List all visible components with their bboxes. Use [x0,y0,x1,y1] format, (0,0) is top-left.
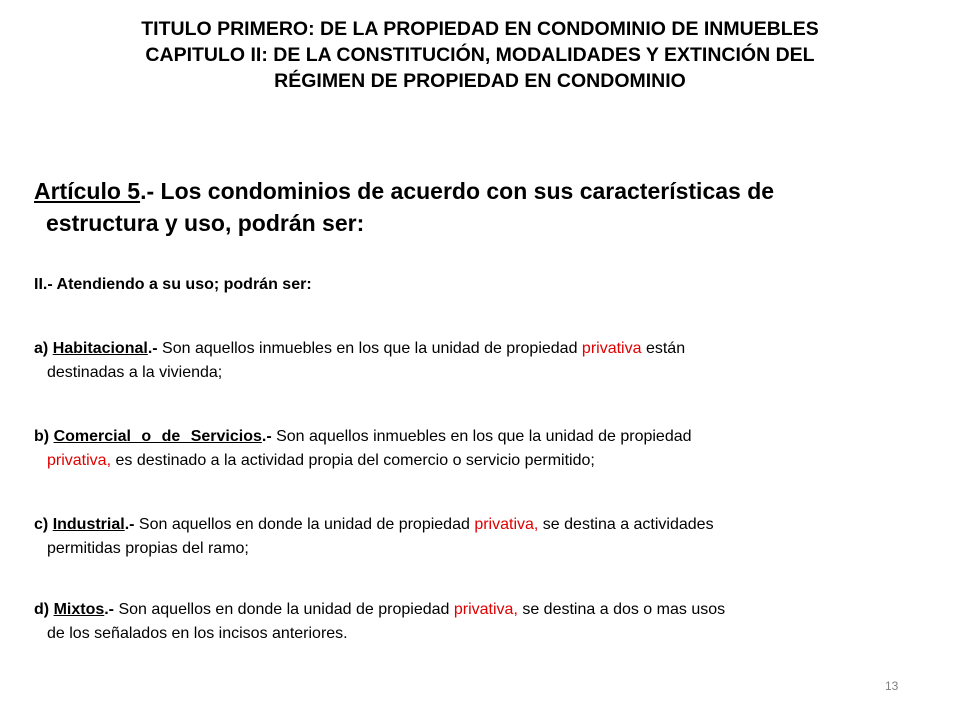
title-line-3: RÉGIMEN DE PROPIEDAD EN CONDOMINIO [274,70,686,92]
item-text-a: Son aquellos inmuebles en los que la unidad de propiedad [271,428,692,445]
item-line-2 [34,449,922,473]
list-item-comercial [34,425,922,473]
item-highlight: privativa, [474,516,539,533]
title-line-2: CAPITULO II: DE LA CONSTITUCIÓN, MODALIDADES Y EXTINCIÓN DEL [145,44,815,66]
item-term: Mixtos [53,601,105,618]
item-text-a: Son aquellos inmuebles en los que la unidad de propiedad [157,340,582,357]
item-term: Comercial o de Servicios [53,428,262,445]
item-text-b: están [641,340,686,357]
item-text-b: es destinado a la actividad propia del comercio o servicio permitido; [111,452,595,469]
subheading: II.- Atendiendo a su uso; podrán ser: [34,276,312,293]
item-text-a: Son aquellos en donde la unidad de propiedad [134,516,475,533]
article-text-2: estructura y uso, podrán ser: [46,210,365,236]
list-item-habitacional [34,337,922,385]
article-label: Artículo 5 [34,178,141,204]
item-text-b: se destina a actividades [538,516,714,533]
item-text-a: Son aquellos en donde la unidad de propiedad [114,601,454,618]
item-line-2: destinadas a la vivienda; [47,364,223,381]
article-heading [34,175,924,239]
title-line-1: TITULO PRIMERO: DE LA PROPIEDAD EN CONDOMINIO DE INMUEBLES [141,18,819,40]
item-highlight: privativa [581,340,642,357]
slide-title [40,16,920,94]
item-letter: b) [34,428,50,445]
item-term: Industrial [52,516,125,533]
item-line-2: permitidas propias del ramo; [47,540,249,557]
item-text-b: se destina a dos o mas usos [517,601,726,618]
item-separator: .- [104,601,115,618]
item-separator: .- [124,516,135,533]
page-number: 13 [885,679,899,693]
item-letter: d) [34,601,50,618]
item-letter: c) [34,516,49,533]
item-highlight: privativa, [47,452,112,469]
item-term: Habitacional [52,340,148,357]
item-highlight: privativa, [453,601,518,618]
item-separator: .- [147,340,158,357]
item-letter: a) [34,340,49,357]
article-text-1: .- Los condominios de acuerdo con sus características de [140,178,775,204]
list-item-industrial [34,513,922,561]
list-item-mixtos [34,598,922,646]
item-line-2: de los señalados en los incisos anteriores. [47,625,348,642]
item-separator: .- [261,428,272,445]
